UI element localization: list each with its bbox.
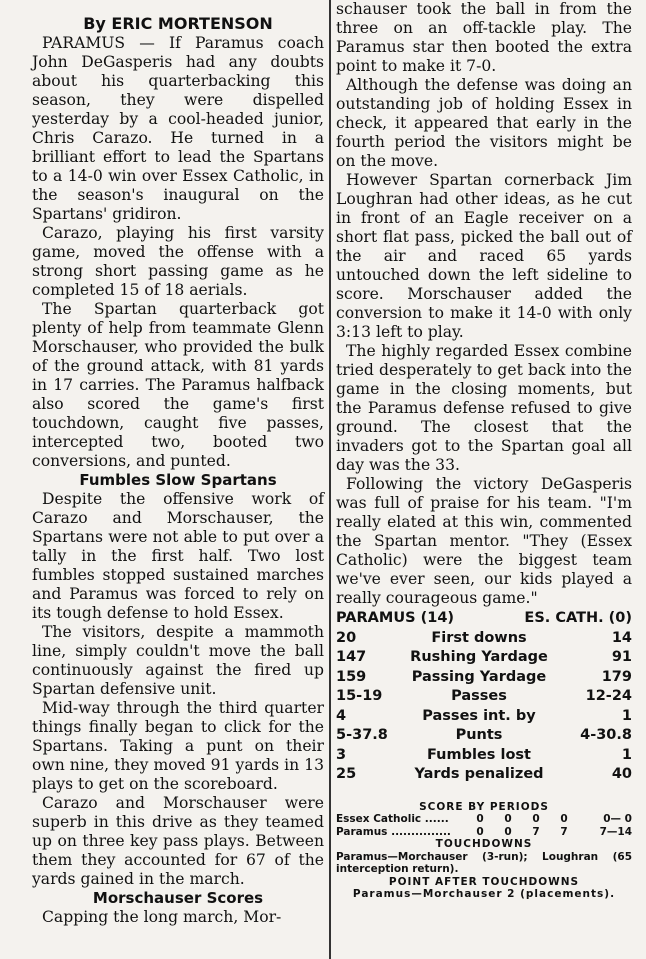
subhead-fumbles: Fumbles Slow Spartans — [79, 471, 277, 489]
paragraph: The visitors, despite a mammoth line, simply couldn't move the ball continuously against the fired up Spartan defensive unit. — [32, 623, 324, 698]
stats-header — [336, 609, 632, 629]
score-quarter: 7 — [560, 825, 568, 838]
paragraph: schauser took the ball in from the three on an off-tackle play. The Paramus star then booted the extra point to make it 7-0. — [336, 0, 632, 75]
game-stats-table — [336, 609, 632, 785]
stat-team-b: 14 — [611, 629, 632, 646]
stat-label: Passes — [451, 688, 507, 704]
score-by-periods — [336, 801, 632, 901]
paragraph: Following the victory DeGasperis was full of praise for his team. "I'm really elated at this win, commented the Spartan mentor. "They (Essex Catholic) were the biggest team we've ever seen, our kids played a really courageous game." — [336, 475, 632, 607]
score-quarter: 0 — [504, 813, 512, 825]
stat-label: Yards penalized — [414, 766, 544, 782]
stat-team-a: 4 — [336, 707, 347, 724]
stat-team-b: 91 — [611, 649, 632, 665]
stat-label: Fumbles lost — [427, 746, 531, 763]
paragraph: PARAMUS — If Paramus coach John DeGasperis had any doubts about his quarterbacking this season, they were dispelled yesterday by a cool-headed junior, Chris Carazo. He turned in a brilliant effort to lead the Spartans to a 14-0 win over Essex Catholic, in the season's inaugural on the Spartans' gridiron. — [32, 34, 324, 223]
stat-team-b: 12-24 — [585, 688, 632, 704]
stats-row — [336, 726, 632, 746]
stat-team-b: 4-30.8 — [580, 727, 632, 743]
stat-team-a: 159 — [336, 668, 367, 685]
paragraph: However Spartan cornerback Jim Loughran had other ideas, as he cut in front of an Eagle receiver on a short flat pass, picked the ball out of the air and raced 65 yards untouched down the left sideline to score. Morschauser added the conversion to make it 14-0 with only 3:13 left to play. — [336, 171, 632, 341]
stat-label: Rushing Yardage — [410, 649, 548, 665]
stats-row — [336, 648, 632, 668]
paragraph: Although the defense was doing an outstanding job of holding Essex in check, it appeared that early in the fourth period the visitors might be on the move. — [336, 76, 632, 170]
score-row — [336, 813, 632, 826]
score-team: Essex Catholic ...... — [336, 813, 449, 825]
stat-team-b: 1 — [621, 707, 632, 724]
score-row — [336, 826, 632, 839]
stats-row — [336, 765, 632, 785]
score-quarter: 7 — [532, 825, 540, 838]
stats-row — [336, 668, 632, 688]
stat-label: Passes int. by — [422, 707, 536, 724]
stats-row — [336, 707, 632, 727]
stat-team-a: 147 — [336, 649, 367, 665]
paragraph: The Spartan quarterback got plenty of help from teammate Glenn Morschauser, who provided the bulk of the ground attack, with 81 yards in 17 carries. The Paramus halfback also scored the game's first touchdown, caught five passes, intercepted two, booted two conversions, and punted. — [32, 300, 324, 470]
paragraph: Carazo and Morschauser were superb in this drive as they teamed up on three key pass plays. Between them they accounted for 67 of the yards gained in the march. — [32, 794, 324, 888]
stat-label: First downs — [431, 629, 527, 646]
stats-row — [336, 687, 632, 707]
score-quarter: 0 — [532, 813, 540, 825]
paragraph: Capping the long march, Mor- — [42, 908, 282, 926]
column-rule — [329, 0, 331, 959]
paragraph: Despite the offensive work of Carazo and Morschauser, the Spartans were not able to put over a tally in the first half. Two lost fumbles stopped sustained marches and Paramus was forced to rely on its tough defense to hold Essex. — [32, 490, 324, 622]
pat-heading: POINT AFTER TOUCHDOWNS — [388, 875, 580, 888]
stat-team-b: 40 — [611, 766, 632, 782]
stat-team-b: 1 — [621, 746, 632, 763]
score-total: 7—14 — [599, 825, 632, 838]
team-b-heading: ES. CATH. (0) — [524, 610, 632, 626]
touchdowns-text: Paramus—Morchauser (3-run); Loughran (65 interception return). — [336, 850, 632, 875]
score-quarter: 0 — [504, 825, 512, 838]
stats-row — [336, 629, 632, 649]
score-heading: SCORE BY PERIODS — [419, 800, 549, 813]
score-total: 0— 0 — [603, 813, 632, 825]
stat-team-a: 15-19 — [336, 688, 383, 704]
team-a-heading: PARAMUS (14) — [336, 610, 455, 626]
score-team: Paramus ............... — [336, 825, 451, 838]
stat-label: Passing Yardage — [411, 668, 547, 685]
subhead-morschauser: Morschauser Scores — [92, 889, 264, 907]
stat-team-a: 20 — [336, 629, 357, 646]
score-quarter: 0 — [476, 813, 484, 825]
stat-team-a: 5-37.8 — [336, 727, 388, 743]
left-column — [32, 0, 324, 927]
stat-team-a: 3 — [336, 746, 347, 763]
stats-row — [336, 746, 632, 766]
paragraph: Carazo, playing his first varsity game, moved the offense with a strong short passing game as he completed 15 of 18 aerials. — [32, 224, 324, 299]
stat-label: Punts — [455, 727, 503, 743]
score-quarter: 0 — [560, 813, 568, 825]
paragraph: Mid-way through the third quarter things finally began to click for the Spartans. Taking a punt on their own nine, they moved 91 yards in 13 plays to get on the scoreboard. — [32, 699, 324, 793]
score-quarter: 0 — [476, 825, 484, 838]
touchdowns-heading: TOUCHDOWNS — [435, 838, 533, 850]
byline: By ERIC MORTENSON — [83, 14, 273, 33]
paragraph: The highly regarded Essex combine tried desperately to get back into the game in the closing moments, but the Paramus defense refused to give ground. The closest that the invaders got to the Spartan goal all day was the 33. — [336, 342, 632, 474]
stat-team-b: 179 — [601, 668, 632, 685]
pat-text: Paramus—Morchauser 2 (placements). — [352, 888, 616, 900]
right-column — [336, 0, 632, 901]
stat-team-a: 25 — [336, 766, 357, 782]
